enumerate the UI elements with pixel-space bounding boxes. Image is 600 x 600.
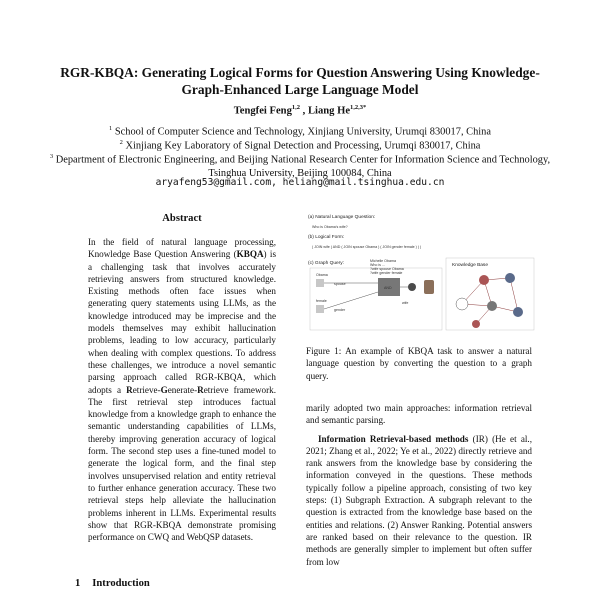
paper-title: RGR-KBQA: Generating Logical Forms for Question Answering Using Knowledge-Graph-Enhanced Large Language Model bbox=[60, 65, 540, 97]
female-entity-node bbox=[316, 305, 324, 313]
abstract-text: ) is a challenging task that involves accurately retrieving answers from structured knowledge. Existing methods often face issues when generating query statements using LLMs, as the knowledge introduced may be imprecise and the models themselves may exhibit hallucination problems, leading to low accuracy, particularly when dealing with complex questions. To address these challenges, we introduce a novel semantic parsing approach called RGR-KBQA, which adopts a bbox=[88, 249, 277, 395]
abstract-text: etrieve framework. The first retrieval step introduces factual knowledge from a knowledge graph to enhance the semantic understanding capabilities of LLMs, thereby improving generation accuracy of logical form. The second step uses a fine-tuned model to generate the logical form, and the final step involves unsupervised relation and entity retrieval to further enhance generation accuracy. These two retrieval steps help alleviate the hallucination problems inherent in LLMs. Experimental results show that RGR-KBQA demonstrate promising performance on CWQ and WebQSP datasets. bbox=[88, 384, 276, 543]
figure-label-b: (b) Logical Form: bbox=[308, 235, 345, 240]
abstract-body bbox=[88, 236, 276, 543]
right-column-body bbox=[306, 402, 532, 568]
abstract-text: etrieve- bbox=[132, 384, 161, 395]
figure-caption: Figure 1: An example of KBQA task to answer a natural language question by converting the question to a graph query. bbox=[306, 346, 532, 381]
abstract-letter: R bbox=[197, 384, 204, 395]
kb-node bbox=[456, 298, 468, 310]
affiliation-sup: 2 bbox=[119, 139, 123, 146]
knowledge-base-label: Knowledge Base bbox=[452, 263, 489, 268]
abstract-letter: R bbox=[126, 384, 133, 395]
abstract-letter: G bbox=[160, 384, 168, 395]
abstract-kbqa: KBQA bbox=[236, 249, 264, 260]
variable-node bbox=[408, 283, 416, 291]
section-heading bbox=[75, 578, 150, 589]
section-title: Introduction bbox=[92, 578, 150, 589]
kb-node bbox=[472, 320, 480, 328]
gender-edge bbox=[324, 292, 378, 309]
kb-edges bbox=[462, 278, 518, 324]
person-photo-icon bbox=[424, 280, 434, 294]
obama-entity-node bbox=[316, 279, 324, 287]
answer-line: ?wife gender female bbox=[370, 271, 403, 275]
answer-line: Michelle Obama bbox=[370, 259, 396, 263]
node-label: female bbox=[316, 299, 327, 303]
kb-node bbox=[513, 307, 523, 317]
graph-query-box bbox=[310, 268, 442, 330]
figure-logical-form: ( JOIN wife ( AND ( JOIN spouse Obama ) ( JOIN gender female ) ) ) bbox=[312, 245, 422, 249]
author-sup: 1,2 bbox=[291, 104, 300, 111]
affiliation-sup: 1 bbox=[109, 125, 113, 132]
edge-label: gender bbox=[334, 308, 346, 312]
author-name: Tengfei Feng bbox=[233, 105, 292, 117]
figure-question: Who is Obama's wife? bbox=[312, 225, 348, 229]
author-name: Liang He bbox=[307, 105, 351, 117]
figure-1 bbox=[306, 212, 536, 332]
edge-label: spouse bbox=[334, 282, 346, 286]
paragraph-heading: Information Retrieval-based methods bbox=[318, 433, 469, 444]
kb-node bbox=[479, 275, 489, 285]
paragraph: marily adopted two main approaches: information retrieval and semantic parsing. bbox=[306, 403, 532, 426]
node-label: Obama bbox=[316, 273, 328, 277]
answer-line: Who is ... bbox=[370, 263, 385, 267]
affiliation-sup: 3 bbox=[49, 153, 54, 160]
author-emails: aryafeng53@gmail.com, heliang@mail.tsinghua.edu.cn bbox=[155, 177, 445, 188]
node-label: wife bbox=[402, 301, 409, 305]
section-number: 1 bbox=[75, 578, 81, 589]
affiliation-text: School of Computer Science and Technology, Xinjiang University, Urumqi 830017, China bbox=[114, 126, 491, 138]
kb-node bbox=[505, 273, 515, 283]
author-list bbox=[40, 104, 560, 117]
and-label: AND bbox=[384, 286, 392, 290]
paragraph bbox=[306, 433, 532, 568]
answer-line: ?wife spouse Obama bbox=[370, 267, 404, 271]
figure-label-a: (a) Natural Language Question: bbox=[308, 215, 376, 220]
author-sup: 1,2,3* bbox=[350, 104, 367, 111]
author-separator: , bbox=[300, 105, 308, 117]
figure-label-c: (c) Graph Query: bbox=[308, 261, 344, 266]
affiliation bbox=[30, 150, 570, 180]
abstract-text: enerate- bbox=[167, 384, 198, 395]
affiliation-text: Xinjiang Key Laboratory of Signal Detection and Processing, Urumqi 830017, China bbox=[125, 140, 481, 152]
abstract-text: In the field of natural language processing, Knowledge Base Question Answering ( bbox=[88, 237, 276, 260]
paragraph-text: (IR) (He et al., 2021; Zhang et al., 2022; Ye et al., 2022) directly retrieve and rank answers from the knowledge base by considering the information conveyed in the questions. These methods typically follow a pipeline approach, consisting of two key steps: (1) Subgraph Extraction. A subgraph relevant to the question is extracted from the knowledge base based on the entities and relations. (2) Answer Ranking. Potential answers are ranked based on their relevance to the question. IR methods are generally simpler to implement but often suffer from low bbox=[306, 433, 532, 567]
kb-node bbox=[487, 301, 497, 311]
abstract-heading: Abstract bbox=[162, 213, 202, 224]
knowledge-base-box bbox=[446, 258, 534, 330]
affiliation-text: Department of Electronic Engineering, and Beijing National Research Center for Information Science and Technology, Tsinghua University, Beijing 100084, China bbox=[55, 154, 551, 179]
